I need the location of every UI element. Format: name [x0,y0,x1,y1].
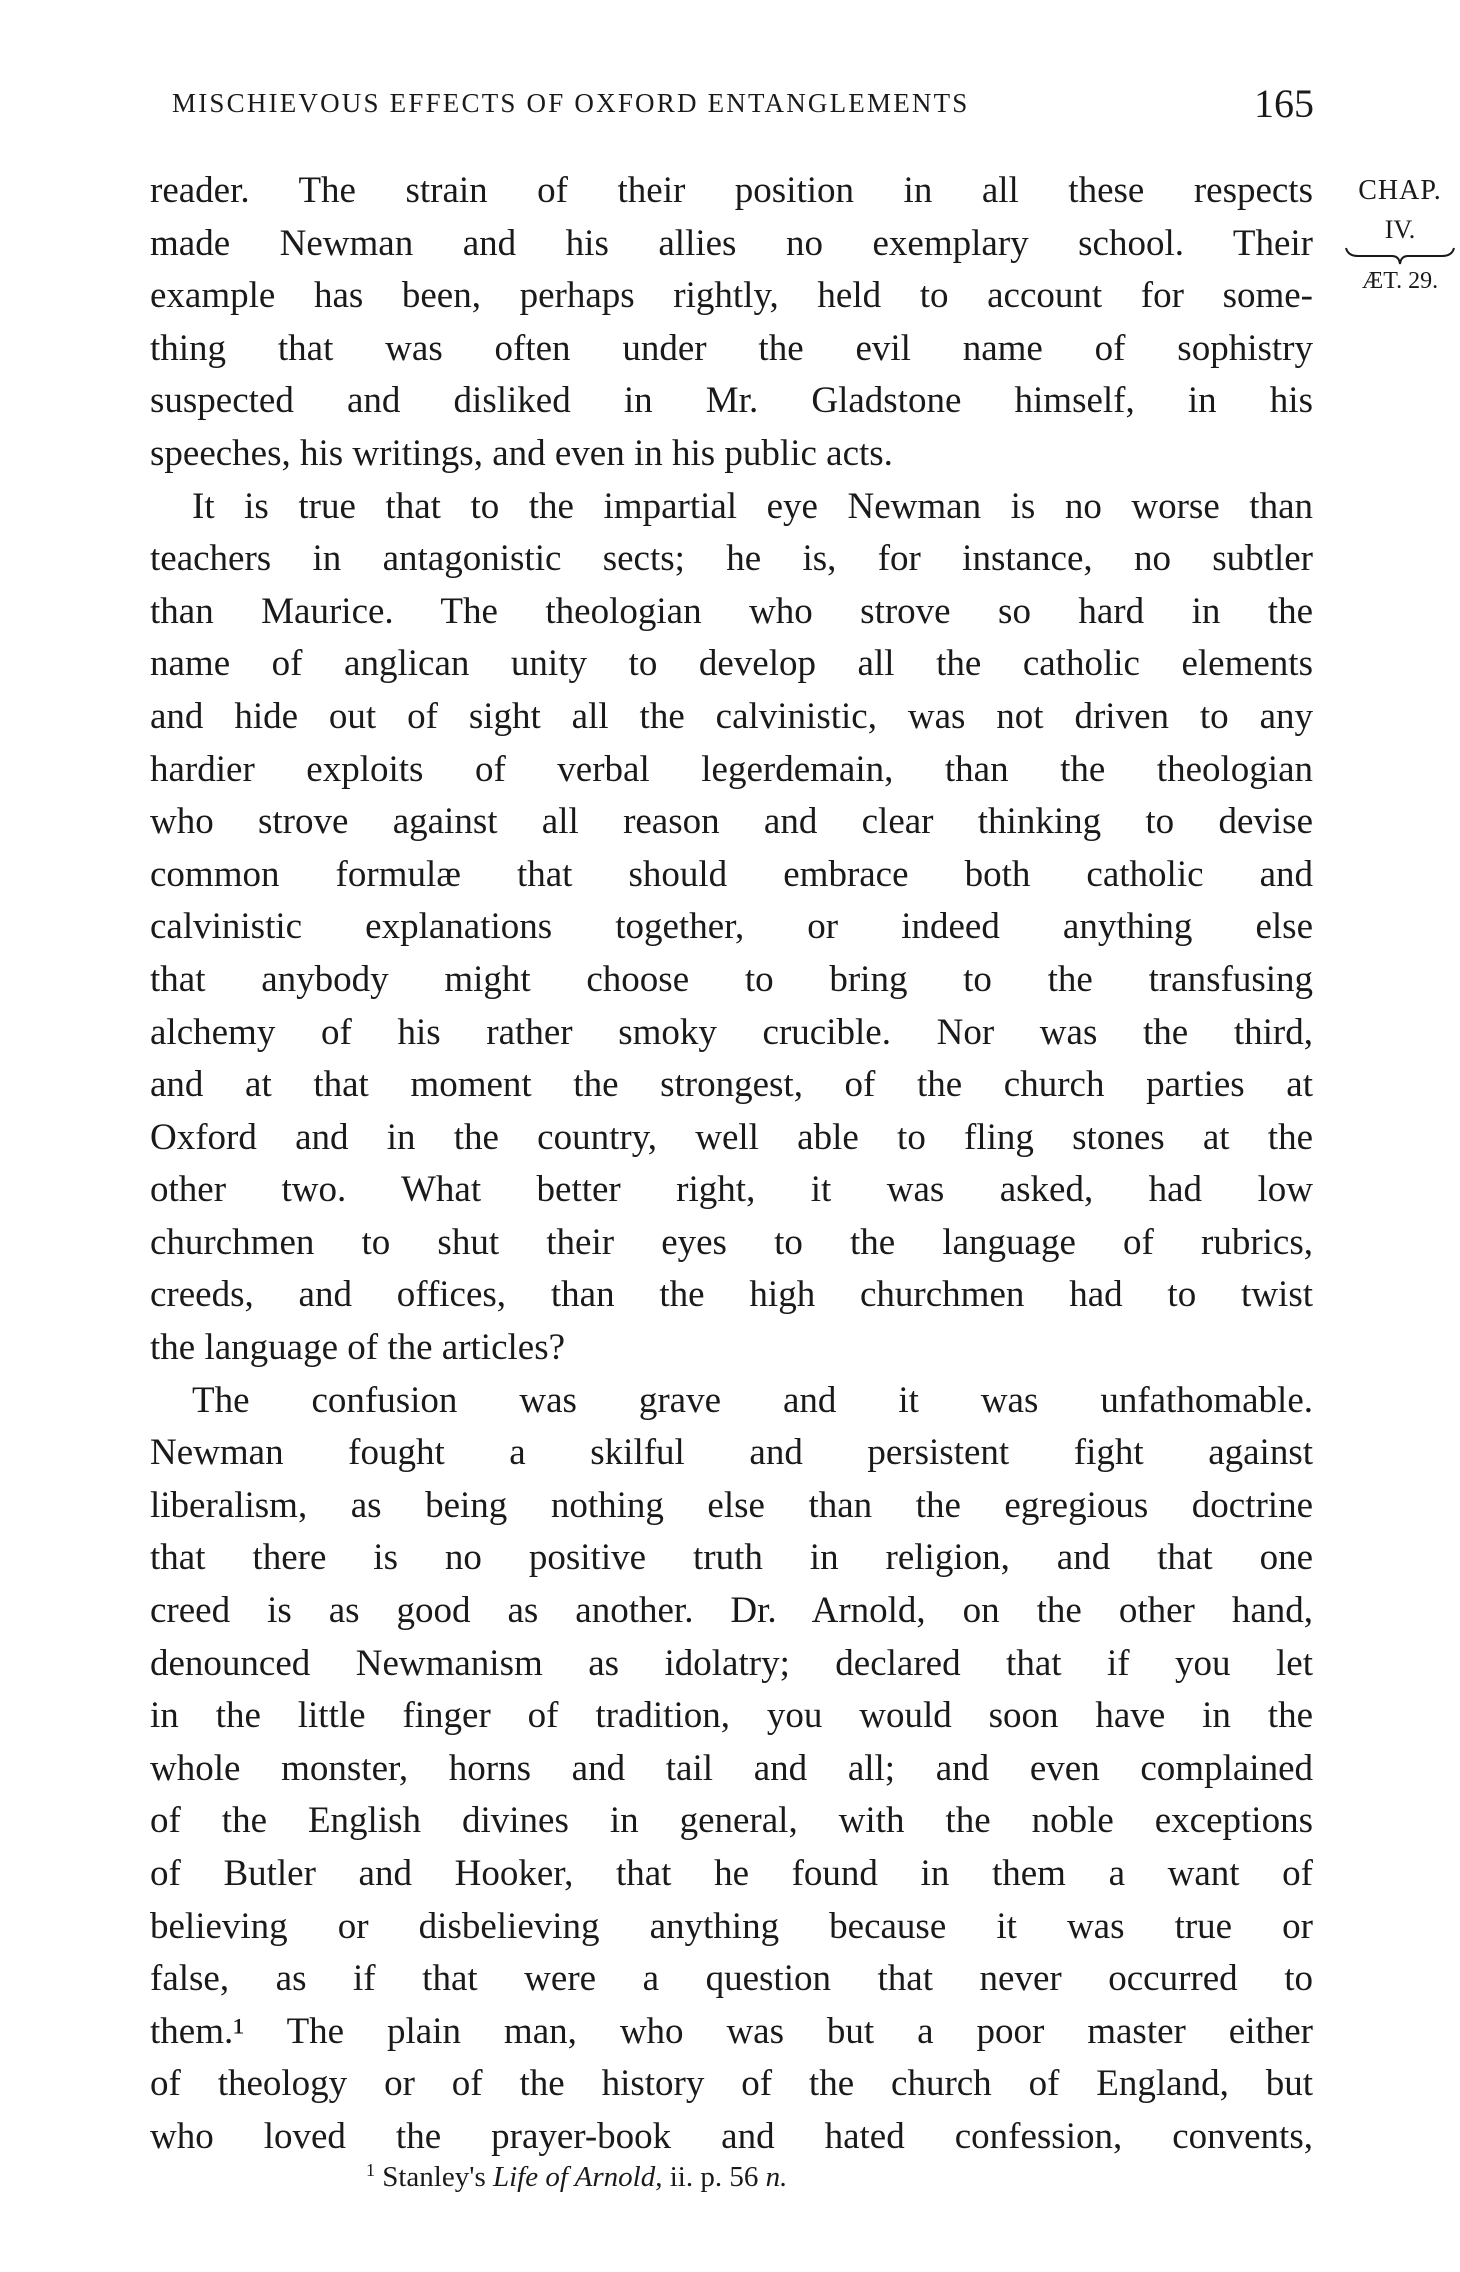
text-line: than Maurice. The theologian who strove so hard in the [150,590,1313,632]
text-line: of theology or of the history of the church of England, but [150,2063,1313,2105]
text-line: the language of the articles? [150,1327,566,1369]
text-line: creed is as good as another. Dr. Arnold, on the other hand, [150,1590,1313,1632]
text-line: made Newman and his allies no exemplary school. Their [150,222,1313,264]
text-line: reader. The strain of their position in all these respects [150,170,1313,211]
text-line: common formulæ that should embrace both catholic and [150,853,1313,895]
body-text [150,165,1313,2164]
text-line: churchmen to shut their eyes to the language of rubrics, [150,1221,1313,1263]
text-line: alchemy of his rather smoky crucible. Nor was the third, [150,1011,1313,1053]
text-line: Oxford and in the country, well able to fling stones at the [150,1116,1313,1158]
chapter-label: CHAP. [1358,175,1442,206]
text-line: example has been, perhaps rightly, held to account for some- [150,275,1313,317]
text-line: creeds, and offices, than the high churchmen had to twist [150,1274,1313,1316]
text-line: speeches, his writings, and even in his public acts. [150,432,893,474]
text-line: Newman fought a skilful and persistent fight against [150,1432,1313,1474]
text-line: who loved the prayer-book and hated confession, convents, [150,2115,1313,2157]
footnote [366,2160,787,2194]
chapter-number: IV. [1384,215,1416,244]
text-line: who strove against all reason and clear thinking to devise [150,801,1313,843]
footnote-marker: 1 [366,2160,375,2180]
footnote-book-title: Life of Arnold [493,2161,656,2193]
running-title: MISCHIEVOUS EFFECTS OF OXFORD ENTANGLEMENTS [172,88,970,118]
running-header [172,80,1314,124]
text-line: in the little finger of tradition, you would soon have in the [150,1695,1313,1737]
text-line: them.¹ The plain man, who was but a poor master either [150,2010,1313,2052]
text-line: It is true that to the impartial eye Newman is no worse than [192,485,1313,527]
text-line: denounced Newmanism as idolatry; declared that if you let [150,1642,1313,1684]
margin-note [1340,166,1460,296]
text-line: other two. What better right, it was asked, had low [150,1169,1313,1211]
text-line: that there is no positive truth in religion, and that one [150,1537,1313,1579]
text-line: of the English divines in general, with the noble exceptions [150,1800,1313,1842]
text-line: and at that moment the strongest, of the church parties at [150,1064,1313,1106]
text-line: whole monster, horns and tail and all; and even complained [150,1747,1313,1789]
text-line: false, as if that were a question that never occurred to [150,1958,1313,2000]
text-line: hardier exploits of verbal legerdemain, than the theologian [150,748,1313,790]
text-line: of Butler and Hooker, that he found in them a want of [150,1853,1313,1894]
text-line: thing that was often under the evil name of sophistry [150,327,1313,369]
text-line: liberalism, as being nothing else than the egregious doctrine [150,1484,1313,1526]
footnote-text-after: , ii. p. 56 [655,2161,766,2193]
text-line: The confusion was grave and it was unfathomable. [192,1379,1313,1421]
brace-icon [1344,246,1456,266]
text-line: that anybody might choose to bring to the transfusing [150,958,1313,1000]
age-label: ÆT. 29. [1361,268,1439,294]
footnote-abbrev: n. [765,2161,788,2193]
text-line: suspected and disliked in Mr. Gladstone himself, in his [150,380,1313,422]
footnote-text-before: Stanley's [375,2161,493,2193]
text-line: name of anglican unity to develop all the catholic elements [150,643,1313,685]
text-line: calvinistic explanations together, or indeed anything else [150,906,1313,948]
text-line: teachers in antagonistic sects; he is, for instance, no subtler [150,538,1313,580]
text-line: and hide out of sight all the calvinistic, was not driven to any [150,695,1313,737]
text-line: believing or disbelieving anything because it was true or [150,1905,1313,1947]
page-number: 165 [1254,81,1314,126]
